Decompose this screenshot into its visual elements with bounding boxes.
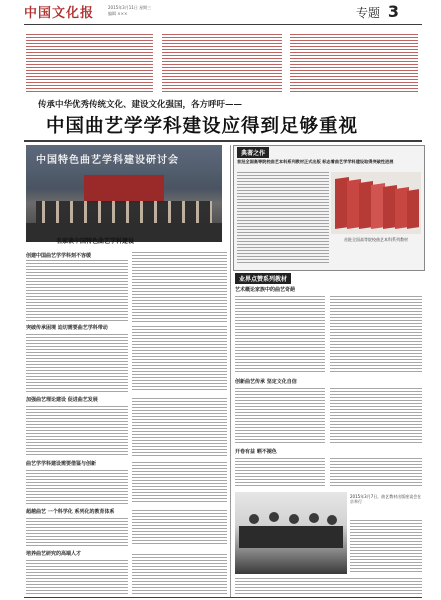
bottom-rule — [24, 597, 422, 598]
person-icon — [249, 514, 259, 524]
small-photo-caption: 2015年3月7日，曲艺教材出版座谈会在京举行 — [350, 494, 422, 504]
masthead-rule — [24, 24, 422, 25]
right-box-text — [237, 172, 329, 264]
masthead-name: 中国文化报 — [24, 6, 95, 21]
lead-text-col2 — [162, 34, 282, 94]
small-photo — [235, 492, 347, 574]
headline-rule — [24, 140, 422, 142]
right-head-2: 创新曲艺传承 坚定文化自信 — [235, 379, 297, 385]
right-body-3a — [235, 458, 325, 488]
books-caption: 首批全国高等院校曲艺本科系列教材 — [344, 237, 408, 242]
right-body-4 — [350, 520, 422, 574]
left-body-3b — [132, 398, 227, 456]
person-3 — [289, 514, 299, 524]
right-head-3: 开卷有益 晒不褪色 — [235, 449, 277, 455]
lead-text-col3 — [290, 34, 418, 94]
left-body-5b — [132, 510, 227, 546]
left-body-2b — [132, 326, 227, 392]
person-4 — [309, 513, 319, 523]
left-head-5: 超越曲艺 一个科学化 系列化的教育体系 — [26, 509, 115, 515]
right-body-5 — [235, 578, 422, 596]
photo-banner: 中国特色曲艺学科建设研讨会 — [36, 155, 179, 166]
section-label-text: 专题 — [356, 6, 381, 20]
left-head-2: 突破传承困境 迫切需要曲艺学科带动 — [26, 325, 108, 331]
left-body-6a — [26, 560, 128, 594]
section-number: 3 — [387, 2, 399, 21]
left-body-4b — [132, 462, 227, 504]
left-body-2a — [26, 334, 128, 392]
left-head-6: 培养曲艺研究的高端人才 — [26, 551, 82, 557]
kicker: 传承中华优秀传统文化、建设文化强国，各方呼吁—— — [38, 100, 243, 110]
table-row-people — [239, 526, 343, 548]
section-label — [356, 2, 399, 21]
left-body-4a — [26, 470, 128, 504]
right-body-2a — [235, 388, 325, 444]
left-head-1: 创建中国曲艺学学科刻不容缓 — [26, 253, 92, 259]
main-photo-caption: 名家谈中国特色曲艺学科建设 — [56, 238, 135, 245]
left-body-3a — [26, 406, 128, 456]
masthead-date: 2015年3月11日 星期三 — [108, 5, 152, 10]
photo-red-backdrop — [84, 175, 164, 203]
series-title: 业界点赞系列教材 — [235, 273, 291, 284]
right-body-3b — [330, 458, 422, 488]
left-head-3: 加强曲艺理论建设 促进曲艺发展 — [26, 397, 98, 403]
right-box-subtitle: 首批全国高等院校曲艺本科系列教材正式出版 标志着曲艺学学科建设取得突破性进展 — [237, 159, 394, 164]
main-photo — [26, 145, 222, 242]
books-photo — [331, 172, 421, 234]
left-body-5a — [26, 518, 128, 546]
column-divider — [230, 145, 231, 597]
right-body-1b — [330, 296, 422, 374]
left-body-1b — [132, 252, 227, 322]
right-box-title: 典著之作 — [237, 147, 269, 158]
photo-people-row — [36, 201, 212, 223]
headline: 中国曲艺学学科建设应得到足够重视 — [46, 116, 359, 137]
left-head-4: 曲艺学学科建设需要借鉴与创新 — [26, 461, 97, 467]
right-head-1: 艺术概论家族中的曲艺奇葩 — [235, 287, 296, 293]
lead-text-col1 — [26, 34, 153, 94]
right-body-1a — [235, 296, 325, 374]
right-body-2b — [330, 388, 422, 444]
book-7 — [407, 189, 419, 229]
left-body-1a — [26, 260, 128, 322]
masthead-editor: 编辑 ××× — [108, 11, 128, 16]
person-5 — [327, 515, 337, 525]
person-2 — [269, 512, 279, 522]
left-body-6b — [132, 554, 227, 594]
